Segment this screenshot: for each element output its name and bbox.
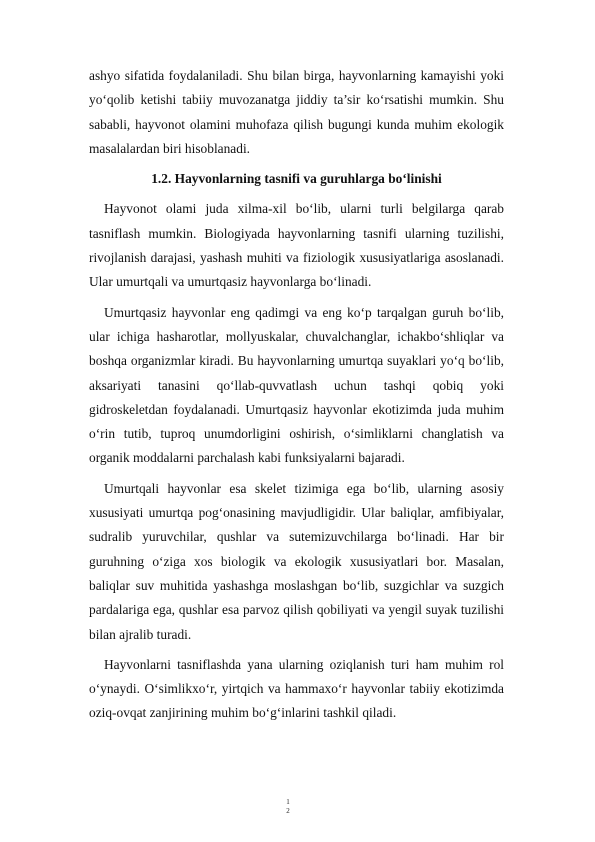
paragraph-feeding-types: Hayvonlarni tasniflashda yana ularning oziqlanish turi ham muhim rol o‘ynaydi. O‘simlikxo‘r, yirtqich va hammaxo‘r hayvonlar tabiiy ekotizimda oziq-ovqat zanjirining muhim bo‘g‘inlarini tashkil qiladi. [89,656,504,721]
paragraph-invertebrates: Umurtqasiz hayvonlar eng qadimgi va eng ko‘p tarqalgan guruh bo‘lib, ular ichiga hasharotlar, mollyuskalar, chuvalchanglar, ichakbo‘shliqlar va boshqa organizmlar kiradi. Bu hayvonlarning umurtqa suyaklari yo‘q bo‘lib, aksariyati tanasini qo‘llab-quvvatlash uchun tashqi qobiq yoki gidroskeletdan foydalanadi. Umurtqasiz hayvonlar ekotizimda juda muhim o‘rin tutib, tuproq unumdorligini oshirish, o‘simliklarni changlatish va organik moddalarni parchalash kabi funksiyalarni bajaradi. [89,304,504,466]
document-page [89,64,504,726]
section-heading: 1.2. Hayvonlarning tasnifi va guruhlarga bo‘linishi [151,171,442,187]
paragraph-vertebrates: Umurtqali hayvonlar esa skelet tizimiga ega bo‘lib, ularning asosiy xususiyati umurtqa pog‘onasining mavjudligidir. Ular baliqlar, amfibiyalar, sudralib yuruvchilar, qushlar va sutemizuvchilarga bo‘linadi. Har bir guruhning o‘ziga xos biologik va ekologik xususiyatlari bor. Masalan, baliqlar suv muhitida yashashga moslashgan bo‘lib, suzgichlar va suzgich pardalariga ega, qushlar esa parvoz qilish qobiliyati va yengil suyak tuzilishi bilan ajralib turadi. [89,480,504,642]
paragraph-continued: ashyo sifatida foydalaniladi. Shu bilan birga, hayvonlarning kamayishi yoki yo‘qolib ketishi tabiiy muvozanatga jiddiy ta’sir ko‘rsatishi mumkin. Shu sababli, hayvonot olamini muhofaza qilish bugungi kunda muhim ekologik masalalardan biri hisoblanadi. [89,68,504,156]
page-number-digit-1: 1 [286,798,290,806]
page-number-digit-2: 2 [286,807,290,815]
paragraph-classification-intro: Hayvonot olami juda xilma-xil bo‘lib, ularni turli belgilarga qarab tasniflash mumkin. Biologiyada hayvonlarning tasnifi ularning tuzilishi, rivojlanish darajasi, yashash muhiti va fiziologik xususiyatlariga asoslanadi. Ular umurtqali va umurtqasiz hayvonlarga bo‘linadi. [89,201,504,290]
page-number [280,798,296,816]
